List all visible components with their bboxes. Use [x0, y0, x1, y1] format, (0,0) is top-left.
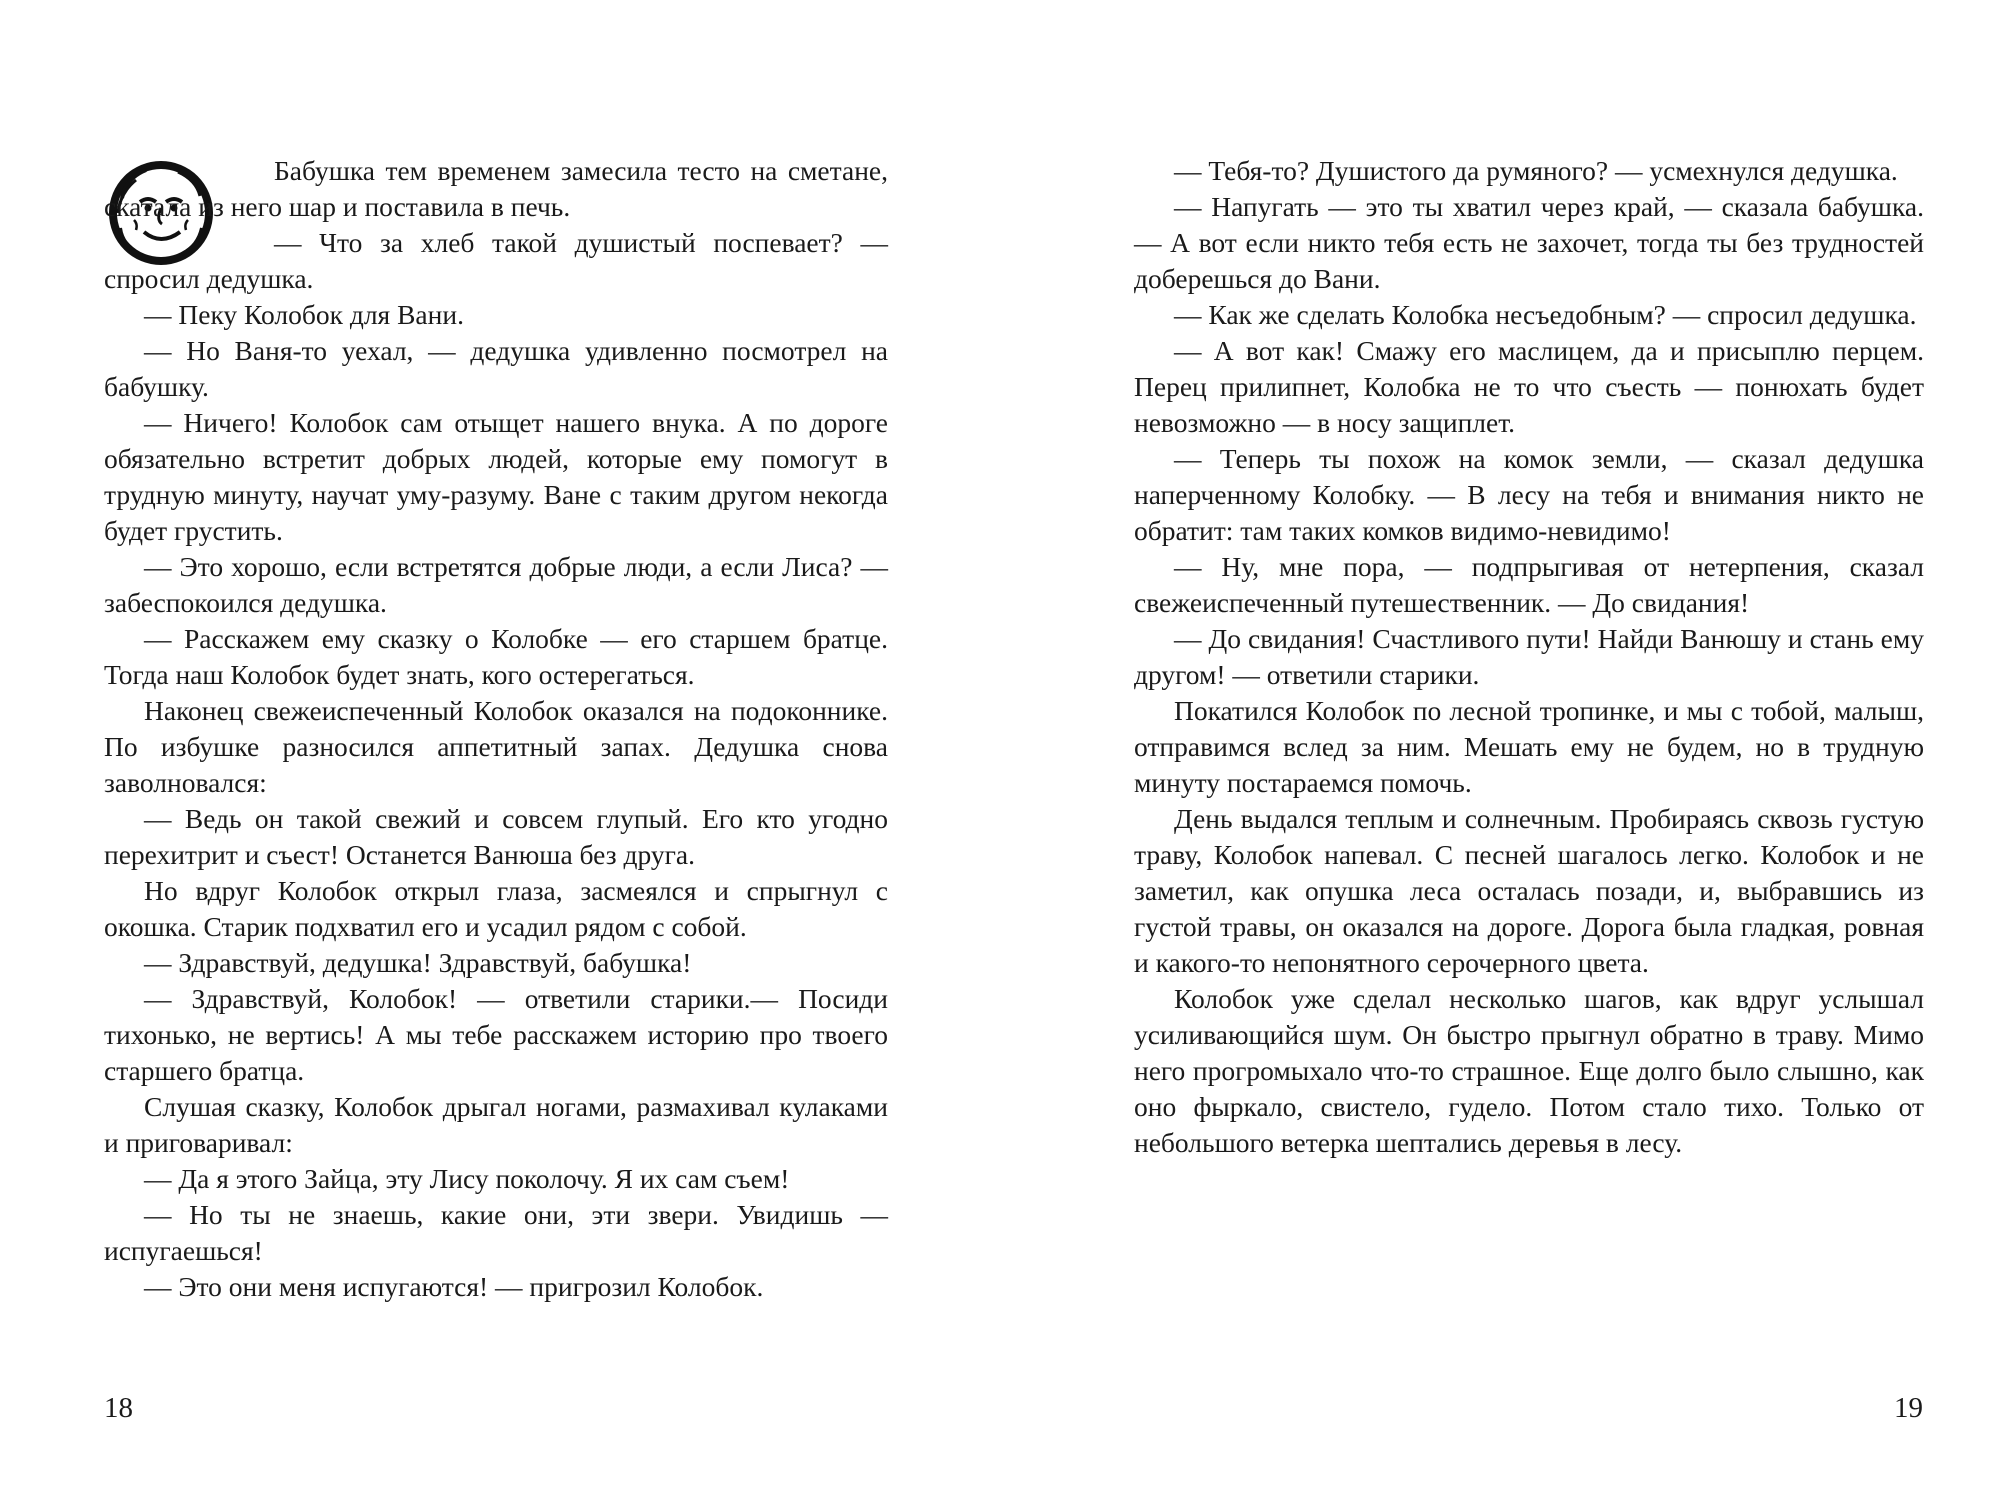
page-number: 18: [104, 1392, 133, 1424]
paragraph: — Теперь ты похож на комок земли, — сказал дедушка наперченному Колобку. — В лесу на тебя и внимания никто не обратит: там таких комков видимо-невидимо!: [1134, 443, 1924, 546]
paragraph: — Но ты не знаешь, какие они, эти звери. Увидишь — испугаешься!: [104, 1199, 888, 1266]
paragraph: День выдался теплым и солнечным. Пробираясь сквозь густую траву, Колобок напевал. С песней шагалось легко. Колобок и не заметил, как опушка леса осталась позади, и, выбравшись из густой травы, он оказался на дороге. Дорога была гладкая, ровная и какого-то непонятного серочерного цвета.: [1134, 803, 1924, 978]
paragraph: Покатился Колобок по лесной тропинке, и мы с тобой, малыш, отправимся вслед за ним. Мешать ему не будем, но в трудную минуту постараемся помочь.: [1134, 695, 1924, 798]
left-page-text: [104, 153, 888, 1305]
paragraph: — Здравствуй, Колобок! — ответили старики.— Посиди тихонько, не вертись! А мы тебе расскажем историю про твоего старшего братца.: [104, 983, 888, 1086]
paragraph: — Пеку Колобок для Вани.: [144, 299, 464, 330]
paragraph: Слушая сказку, Колобок дрыгал ногами, размахивал кулаками и приговаривал:: [104, 1091, 888, 1158]
paragraph: — До свидания! Счастливого пути! Найди Ванюшу и стань ему другом! — ответили старики.: [1134, 623, 1924, 690]
right-page: [1000, 0, 2000, 1507]
paragraph: — Ничего! Колобок сам отыщет нашего внука. А по дороге обязательно встретит добрых людей, которые ему помогут в трудную минуту, научат уму-разуму. Ване с таким другом некогда будет грустить.: [104, 407, 888, 546]
paragraph: — Что за хлеб такой душистый поспевает? — спросил дедушка.: [104, 227, 888, 294]
paragraph: Бабушка тем временем замесила тесто на сметане, скатала из него шар и поставила в печь.: [104, 155, 888, 222]
paragraph: — Ведь он такой свежий и совсем глупый. Его кто угодно перехитрит и съест! Останется Ванюша без друга.: [104, 803, 888, 870]
paragraph: — Это хорошо, если встретятся добрые люди, а если Лиса? — забеспокоился дедушка.: [104, 551, 888, 618]
paragraph: Но вдруг Колобок открыл глаза, засмеялся и спрыгнул с окошка. Старик подхватил его и усадил рядом с собой.: [104, 875, 888, 942]
paragraph: — Здравствуй, дедушка! Здравствуй, бабушка!: [144, 947, 692, 978]
paragraph: — Но Ваня-то уехал, — дедушка удивленно посмотрел на бабушку.: [104, 335, 888, 402]
paragraph: — Расскажем ему сказку о Колобке — его старшем братце. Тогда наш Колобок будет знать, кого остерегаться.: [104, 623, 888, 690]
page-number: 19: [1894, 1392, 1923, 1424]
right-page-text: [1134, 153, 1924, 1161]
paragraph: — Как же сделать Колобка несъедобным? — спросил дедушка.: [1174, 299, 1917, 330]
paragraph: — Тебя-то? Душистого да румяного? — усмехнулся дедушка.: [1174, 155, 1898, 186]
paragraph: — Это они меня испугаются! — пригрозил Колобок.: [144, 1271, 764, 1302]
paragraph: — Ну, мне пора, — подпрыгивая от нетерпения, сказал свежеиспеченный путешественник. — До свидания!: [1134, 551, 1924, 618]
paragraph: Колобок уже сделал несколько шагов, как вдруг услышал усиливающийся шум. Он быстро прыгнул обратно в траву. Мимо него прогромыхало что-то страшное. Еще долго было слышно, как оно фыркало, свистело, гудело. Потом стало тихо. Только от небольшого ветерка шептались деревья в лесу.: [1134, 983, 1924, 1158]
paragraph: Наконец свежеиспеченный Колобок оказался на подоконнике. По избушке разносился аппетитный запах. Дедушка снова заволновался:: [104, 695, 888, 798]
paragraph: — А вот как! Смажу его маслицем, да и присыплю перцем. Перец прилипнет, Колобка не то что съесть — понюхать будет невозможно — в носу защиплет.: [1134, 335, 1924, 438]
paragraph: — Да я этого Зайца, эту Лису поколочу. Я их сам съем!: [144, 1163, 790, 1194]
paragraph: — Напугать — это ты хватил через край, — сказала бабушка. — А вот если никто тебя есть не захочет, тогда ты без трудностей доберешься до Вани.: [1134, 191, 1924, 294]
